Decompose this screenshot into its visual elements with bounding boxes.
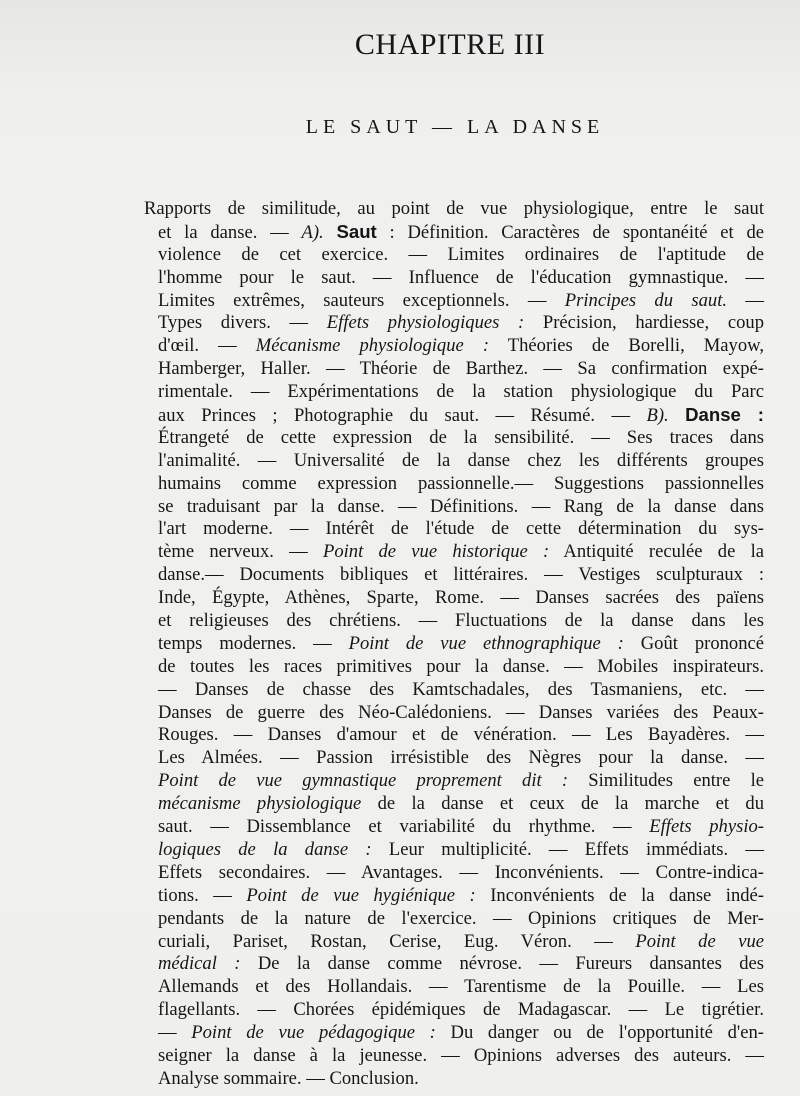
summary-line: [158, 1068, 764, 1091]
summary-line: [158, 770, 764, 793]
summary-text: Effets secondaires. — Avantages. — Inconvénients. — Contre-indica-: [158, 861, 764, 883]
summary-text: Inconvénients de la danse indé-: [475, 884, 764, 906]
summary-line: [158, 221, 764, 244]
italic-heading: Mécanisme physiologique :: [255, 335, 490, 357]
italic-heading: logiques de la danse :: [158, 838, 372, 860]
bold-heading: Danse :: [685, 404, 764, 426]
summary-text: l'animalité. — Universalité de la danse chez les différents groupes: [158, 449, 764, 471]
summary-text: tème nerveux. —: [158, 541, 323, 563]
chapter-subtitle: LE SAUT — LA DANSE: [305, 116, 605, 138]
summary-line: [158, 816, 764, 839]
summary-line: [158, 518, 764, 541]
summary-line: [158, 610, 764, 633]
summary-text: danse.— Documents bibliques et littéraires. — Vestiges sculpturaux :: [158, 564, 764, 586]
italic-heading: Point de vue ethnographique :: [348, 632, 624, 654]
summary-line: [158, 587, 764, 610]
italic-heading: B).: [646, 405, 669, 427]
summary-text: de toutes les races primitives pour la danse. — Mobiles inspirateurs.: [158, 655, 764, 677]
summary-line: [158, 976, 764, 999]
summary-text: l'art moderne. — Intérêt de l'étude de cette détermination du sys-: [158, 518, 764, 540]
summary-text: saut. — Dissemblance et variabilité du rhythme. —: [158, 816, 650, 838]
summary-text: Théories de Borelli, Mayow,: [489, 335, 765, 357]
summary-text: Leur multiplicité. — Effets immédiats. —: [371, 838, 764, 860]
summary-line: [158, 450, 764, 473]
summary-text: Rouges. — Danses d'amour et de vénération. — Les Bayadères. —: [158, 724, 764, 746]
summary-text: Types divers. —: [158, 312, 327, 334]
summary-line: [158, 1022, 764, 1045]
summary-text: Similitudes entre le: [568, 770, 764, 792]
summary-line: [158, 931, 764, 954]
italic-heading: A).: [301, 221, 324, 243]
summary-text: —: [727, 289, 764, 311]
summary-text: seigner la danse à la jeunesse. — Opinions adverses des auteurs. —: [158, 1044, 764, 1066]
summary-text: Les Almées. — Passion irrésistible des Nègres pour la danse. —: [158, 747, 764, 769]
summary-line: [158, 1045, 764, 1068]
summary-line: [158, 793, 764, 816]
summary-text: Hamberger, Haller. — Théorie de Barthez. — Sa confirmation expé-: [158, 358, 764, 380]
summary-text: Analyse sommaire. — Conclusion.: [158, 1067, 419, 1089]
summary-text: Précision, hardiesse, coup: [524, 312, 764, 334]
summary-text: Du danger ou de l'opportunité d'en-: [435, 1022, 764, 1044]
italic-heading: mécanisme physiologique: [158, 793, 362, 815]
summary-text: —: [158, 1022, 192, 1044]
summary-text: aux Princes ; Photographie du saut. — Résumé. —: [158, 405, 647, 427]
summary-line: [158, 953, 764, 976]
summary-line: [158, 541, 764, 564]
summary-text: Allemands et des Hollandais. — Tarentisme de la Pouille. — Les: [158, 976, 764, 998]
summary-line: [158, 564, 764, 587]
summary-text: Antiquité reculée de la: [549, 541, 764, 563]
italic-heading: Point de vue pédagogique :: [191, 1022, 436, 1044]
summary-line: [158, 885, 764, 908]
summary-line: [158, 267, 764, 290]
summary-line: [158, 679, 764, 702]
italic-heading: médical :: [158, 953, 241, 975]
summary-text: l'homme pour le saut. — Influence de l'éducation gymnastique. —: [158, 266, 764, 288]
summary-text: Danses de guerre des Néo-Calédoniens. — Danses variées des Peaux-: [158, 701, 764, 723]
summary-text: [669, 405, 685, 426]
italic-heading: Principes du saut.: [564, 289, 728, 311]
italic-heading: Point de vue historique :: [322, 541, 550, 563]
summary-line: [158, 656, 764, 679]
summary-text: Rapports de similitude, au point de vue physiologique, entre le saut: [144, 198, 764, 219]
summary-line: [158, 290, 764, 313]
summary-line: [158, 404, 764, 427]
summary-line: [158, 312, 764, 335]
italic-heading: Point de vue gymnastique proprement dit :: [158, 770, 569, 792]
summary-text: se traduisant par la danse. — Définitions. — Rang de la danse dans: [158, 495, 764, 517]
bold-heading: Saut: [336, 220, 377, 242]
summary-line: [158, 381, 764, 404]
summary-text: — Danses de chasse des Kamtschadales, des Tasmaniens, etc. —: [158, 678, 764, 700]
summary-text: temps modernes. —: [158, 632, 349, 654]
chapter-summary: [144, 198, 765, 1091]
summary-line: [158, 244, 764, 267]
summary-line: [144, 198, 764, 221]
summary-line: [158, 724, 764, 747]
summary-text: Limites extrêmes, sauteurs exceptionnels. —: [158, 289, 565, 311]
summary-line: [158, 839, 764, 862]
italic-heading: Effets physiologiques :: [326, 312, 525, 334]
summary-line: [158, 427, 764, 450]
summary-line: [158, 747, 764, 770]
summary-text: Étrangeté de cette expression de la sensibilité. — Ses traces dans: [158, 426, 764, 448]
summary-text: et religieuses des chrétiens. — Fluctuations de la danse dans les: [158, 610, 764, 632]
summary-text: humains comme expression passionnelle.— Suggestions passionnelles: [158, 472, 764, 494]
summary-text: et la danse. —: [158, 221, 302, 243]
italic-heading: Point de vue: [635, 930, 765, 952]
summary-text: Inde, Égypte, Athènes, Sparte, Rome. — Danses sacrées des païens: [158, 587, 764, 609]
summary-text: De la danse comme névrose. — Fureurs dansantes des: [240, 953, 764, 975]
summary-text: tions. —: [158, 884, 247, 906]
summary-line: [158, 473, 764, 496]
summary-text: Goût prononcé: [623, 632, 765, 654]
summary-line: [158, 496, 764, 519]
summary-line: [158, 908, 764, 931]
summary-line: [158, 358, 764, 381]
summary-text: : Définition. Caractères de spontanéité et de: [376, 221, 764, 243]
summary-line: [158, 702, 764, 725]
summary-text: violence de cet exercice. — Limites ordinaires de l'aptitude de: [158, 243, 764, 265]
italic-heading: Point de vue hygiénique :: [246, 884, 476, 906]
chapter-heading: CHAPITRE III: [354, 28, 546, 61]
summary-text: [324, 222, 337, 243]
summary-text: pendants de la nature de l'exercice. — Opinions critiques de Mer-: [158, 907, 764, 929]
summary-line: [158, 335, 764, 358]
summary-text: curiali, Pariset, Rostan, Cerise, Eug. Véron. —: [158, 930, 636, 952]
summary-line: [158, 999, 764, 1022]
summary-text: flagellants. — Chorées épidémiques de Madagascar. — Le tigrétier.: [158, 999, 764, 1021]
italic-heading: Effets physio-: [649, 816, 764, 838]
summary-line: [158, 633, 764, 656]
summary-text: d'œil. —: [158, 335, 256, 357]
summary-line: [158, 862, 764, 885]
summary-text: de la danse et ceux de la marche et du: [361, 793, 765, 815]
summary-text: rimentale. — Expérimentations de la station physiologique du Parc: [158, 381, 764, 403]
